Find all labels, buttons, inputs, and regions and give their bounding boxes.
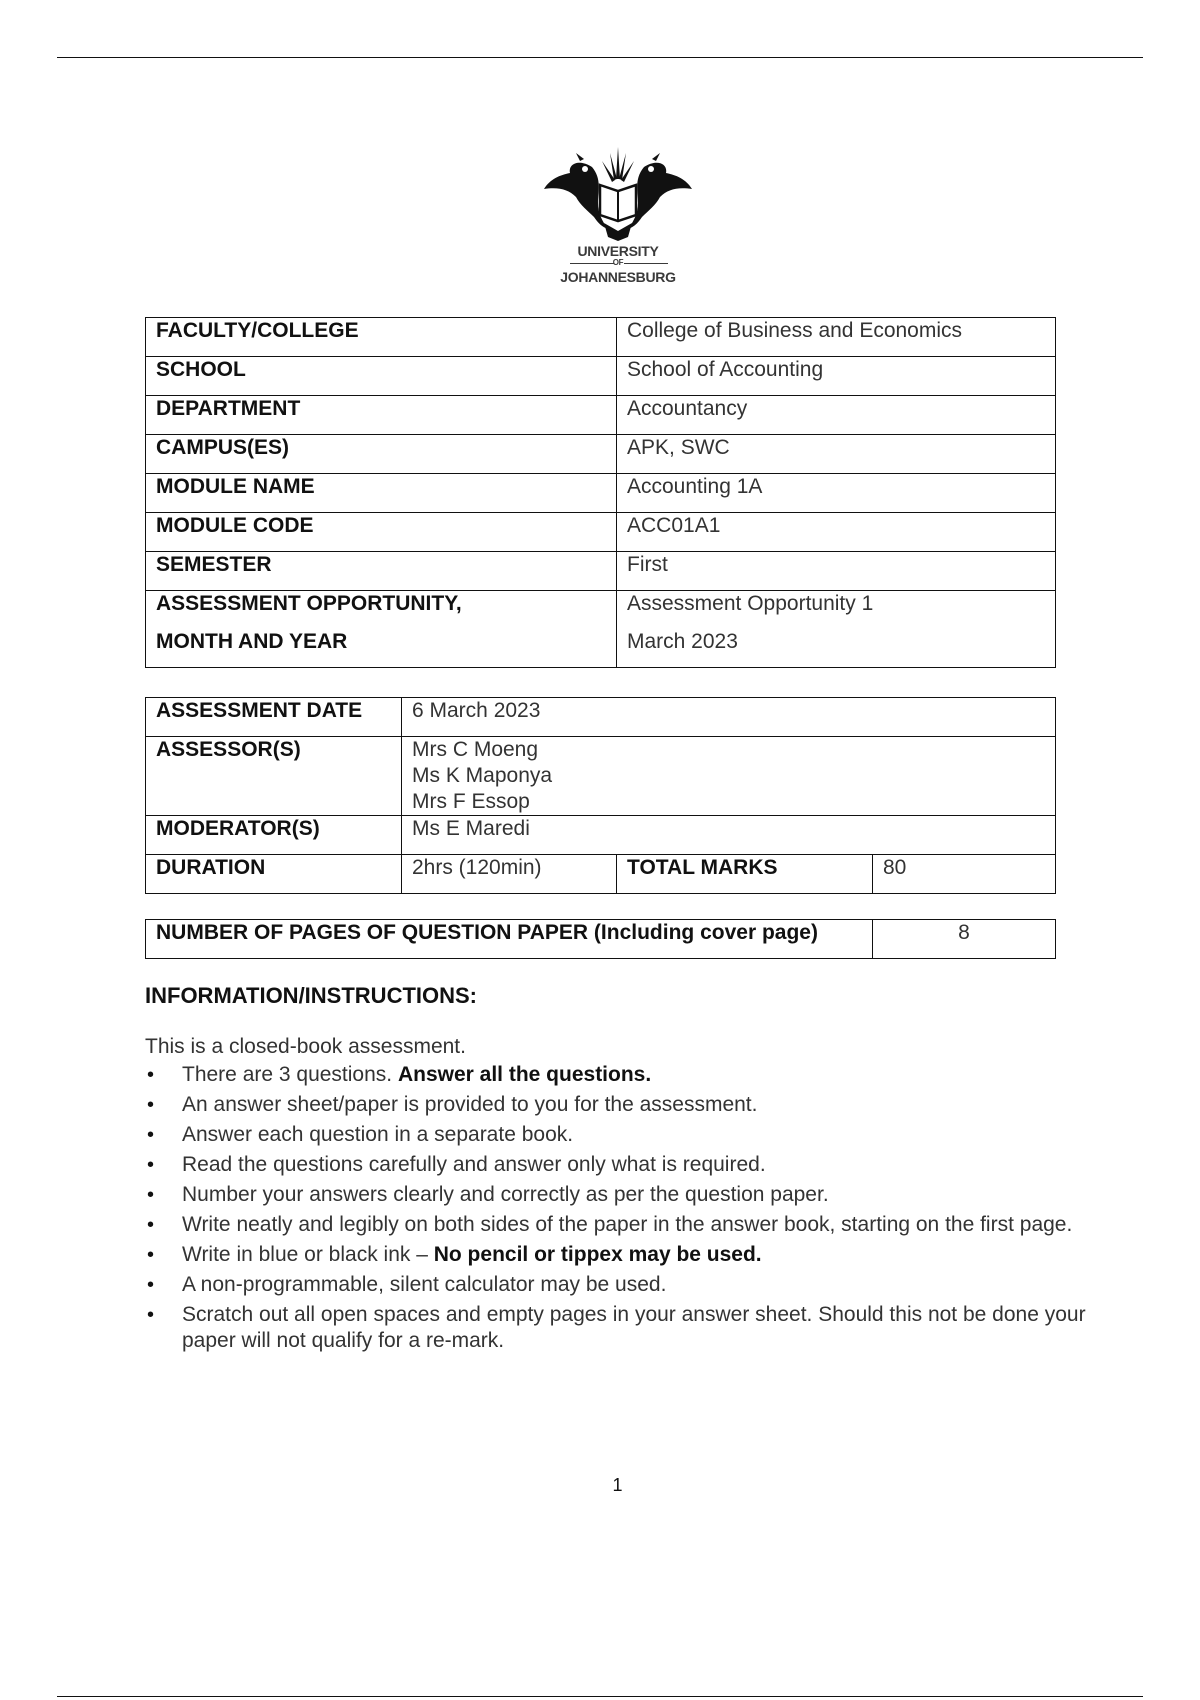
list-item: • Answer each question in a separate book. — [145, 1122, 1095, 1148]
instruction-text: Write in blue or black ink – — [182, 1243, 434, 1266]
instruction-emphasis: Answer all the questions. — [397, 1063, 652, 1086]
instruction-text: There are 3 questions. — [182, 1063, 398, 1086]
opportunity-value-line2: March 2023 — [627, 630, 738, 653]
school-value: School of Accounting — [617, 357, 1056, 396]
instructions-intro: This is a closed-book assessment. — [145, 1035, 466, 1058]
university-logo — [540, 145, 696, 290]
list-item: • Scratch out all open spaces and empty pages in your answer sheet. Should this not be done your paper will not qualify for a re-mark. — [145, 1302, 1095, 1354]
assessment-date-value: 6 March 2023 — [402, 698, 1056, 737]
detail-row — [146, 396, 1056, 435]
instructions-list — [145, 1062, 1095, 1358]
module-code-value: ACC01A1 — [617, 513, 1056, 552]
campus-label: CAMPUS(ES) — [146, 435, 617, 474]
assessors-row — [146, 737, 1056, 816]
module-code-label: MODULE CODE — [146, 513, 617, 552]
list-item: • Number your answers clearly and correctly as per the question paper. — [145, 1182, 1095, 1208]
moderators-label: MODERATOR(S) — [146, 816, 402, 855]
assessor-name: Ms K Maponya — [412, 764, 553, 787]
detail-row — [146, 474, 1056, 513]
list-item: • A non-programmable, silent calculator may be used. — [145, 1272, 1095, 1298]
top-rule — [57, 57, 1143, 58]
semester-value: First — [617, 552, 1056, 591]
department-label: DEPARTMENT — [146, 396, 617, 435]
assessment-date-label: ASSESSMENT DATE — [146, 698, 402, 737]
detail-row — [146, 357, 1056, 396]
duration-label: DURATION — [146, 855, 402, 894]
semester-label: SEMESTER — [146, 552, 617, 591]
page-number: 1 — [612, 1475, 623, 1495]
assessors-label: ASSESSOR(S) — [146, 737, 402, 816]
opportunity-label — [146, 591, 617, 668]
logo-text-johannesburg: JOHANNESBURG — [560, 269, 676, 285]
opportunity-value — [617, 591, 1056, 668]
faculty-value: College of Business and Economics — [617, 318, 1056, 357]
list-item: • Write neatly and legibly on both sides of the paper in the answer book, starting on the first page. — [145, 1212, 1095, 1238]
detail-row — [146, 591, 1056, 668]
assessment-date-row — [146, 698, 1056, 737]
module-details-table — [145, 317, 1056, 668]
assessor-name: Mrs F Essop — [412, 790, 530, 813]
assessors-value — [402, 737, 1056, 816]
moderators-row — [146, 816, 1056, 855]
list-item — [145, 1062, 1095, 1088]
module-name-value: Accounting 1A — [617, 474, 1056, 513]
total-marks-label: TOTAL MARKS — [617, 855, 873, 894]
university-crest-icon — [540, 145, 696, 241]
total-marks-value: 80 — [873, 855, 1056, 894]
logo-text-university: UNIVERSITY — [577, 243, 659, 259]
detail-row — [146, 513, 1056, 552]
campus-value: APK, SWC — [617, 435, 1056, 474]
department-value: Accountancy — [617, 396, 1056, 435]
moderators-value: Ms E Maredi — [402, 816, 1056, 855]
assessment-table — [145, 697, 1056, 894]
instructions-title: INFORMATION/INSTRUCTIONS: — [145, 983, 478, 1008]
page-count-label: NUMBER OF PAGES OF QUESTION PAPER (Including cover page) — [146, 920, 873, 959]
assessor-name: Mrs C Moeng — [412, 738, 539, 761]
duration-row — [146, 855, 1056, 894]
page-count-row — [146, 920, 1056, 959]
bottom-rule — [57, 1696, 1143, 1697]
list-item: • An answer sheet/paper is provided to you for the assessment. — [145, 1092, 1095, 1118]
page-count-value: 8 — [873, 920, 1056, 959]
logo-divider-right — [624, 263, 668, 264]
module-name-label: MODULE NAME — [146, 474, 617, 513]
opportunity-label-line1: ASSESSMENT OPPORTUNITY, — [156, 592, 462, 615]
faculty-label: FACULTY/COLLEGE — [146, 318, 617, 357]
detail-row — [146, 552, 1056, 591]
school-label: SCHOOL — [146, 357, 617, 396]
list-item — [145, 1242, 1095, 1268]
opportunity-label-line2: MONTH AND YEAR — [156, 630, 348, 653]
duration-value: 2hrs (120min) — [402, 855, 617, 894]
detail-row — [146, 435, 1056, 474]
list-item: • Read the questions carefully and answer only what is required. — [145, 1152, 1095, 1178]
opportunity-value-line1: Assessment Opportunity 1 — [627, 592, 874, 615]
detail-row — [146, 318, 1056, 357]
logo-text-of: OF — [612, 258, 624, 267]
page-count-table — [145, 919, 1056, 959]
instruction-emphasis: No pencil or tippex may be used. — [433, 1243, 762, 1266]
